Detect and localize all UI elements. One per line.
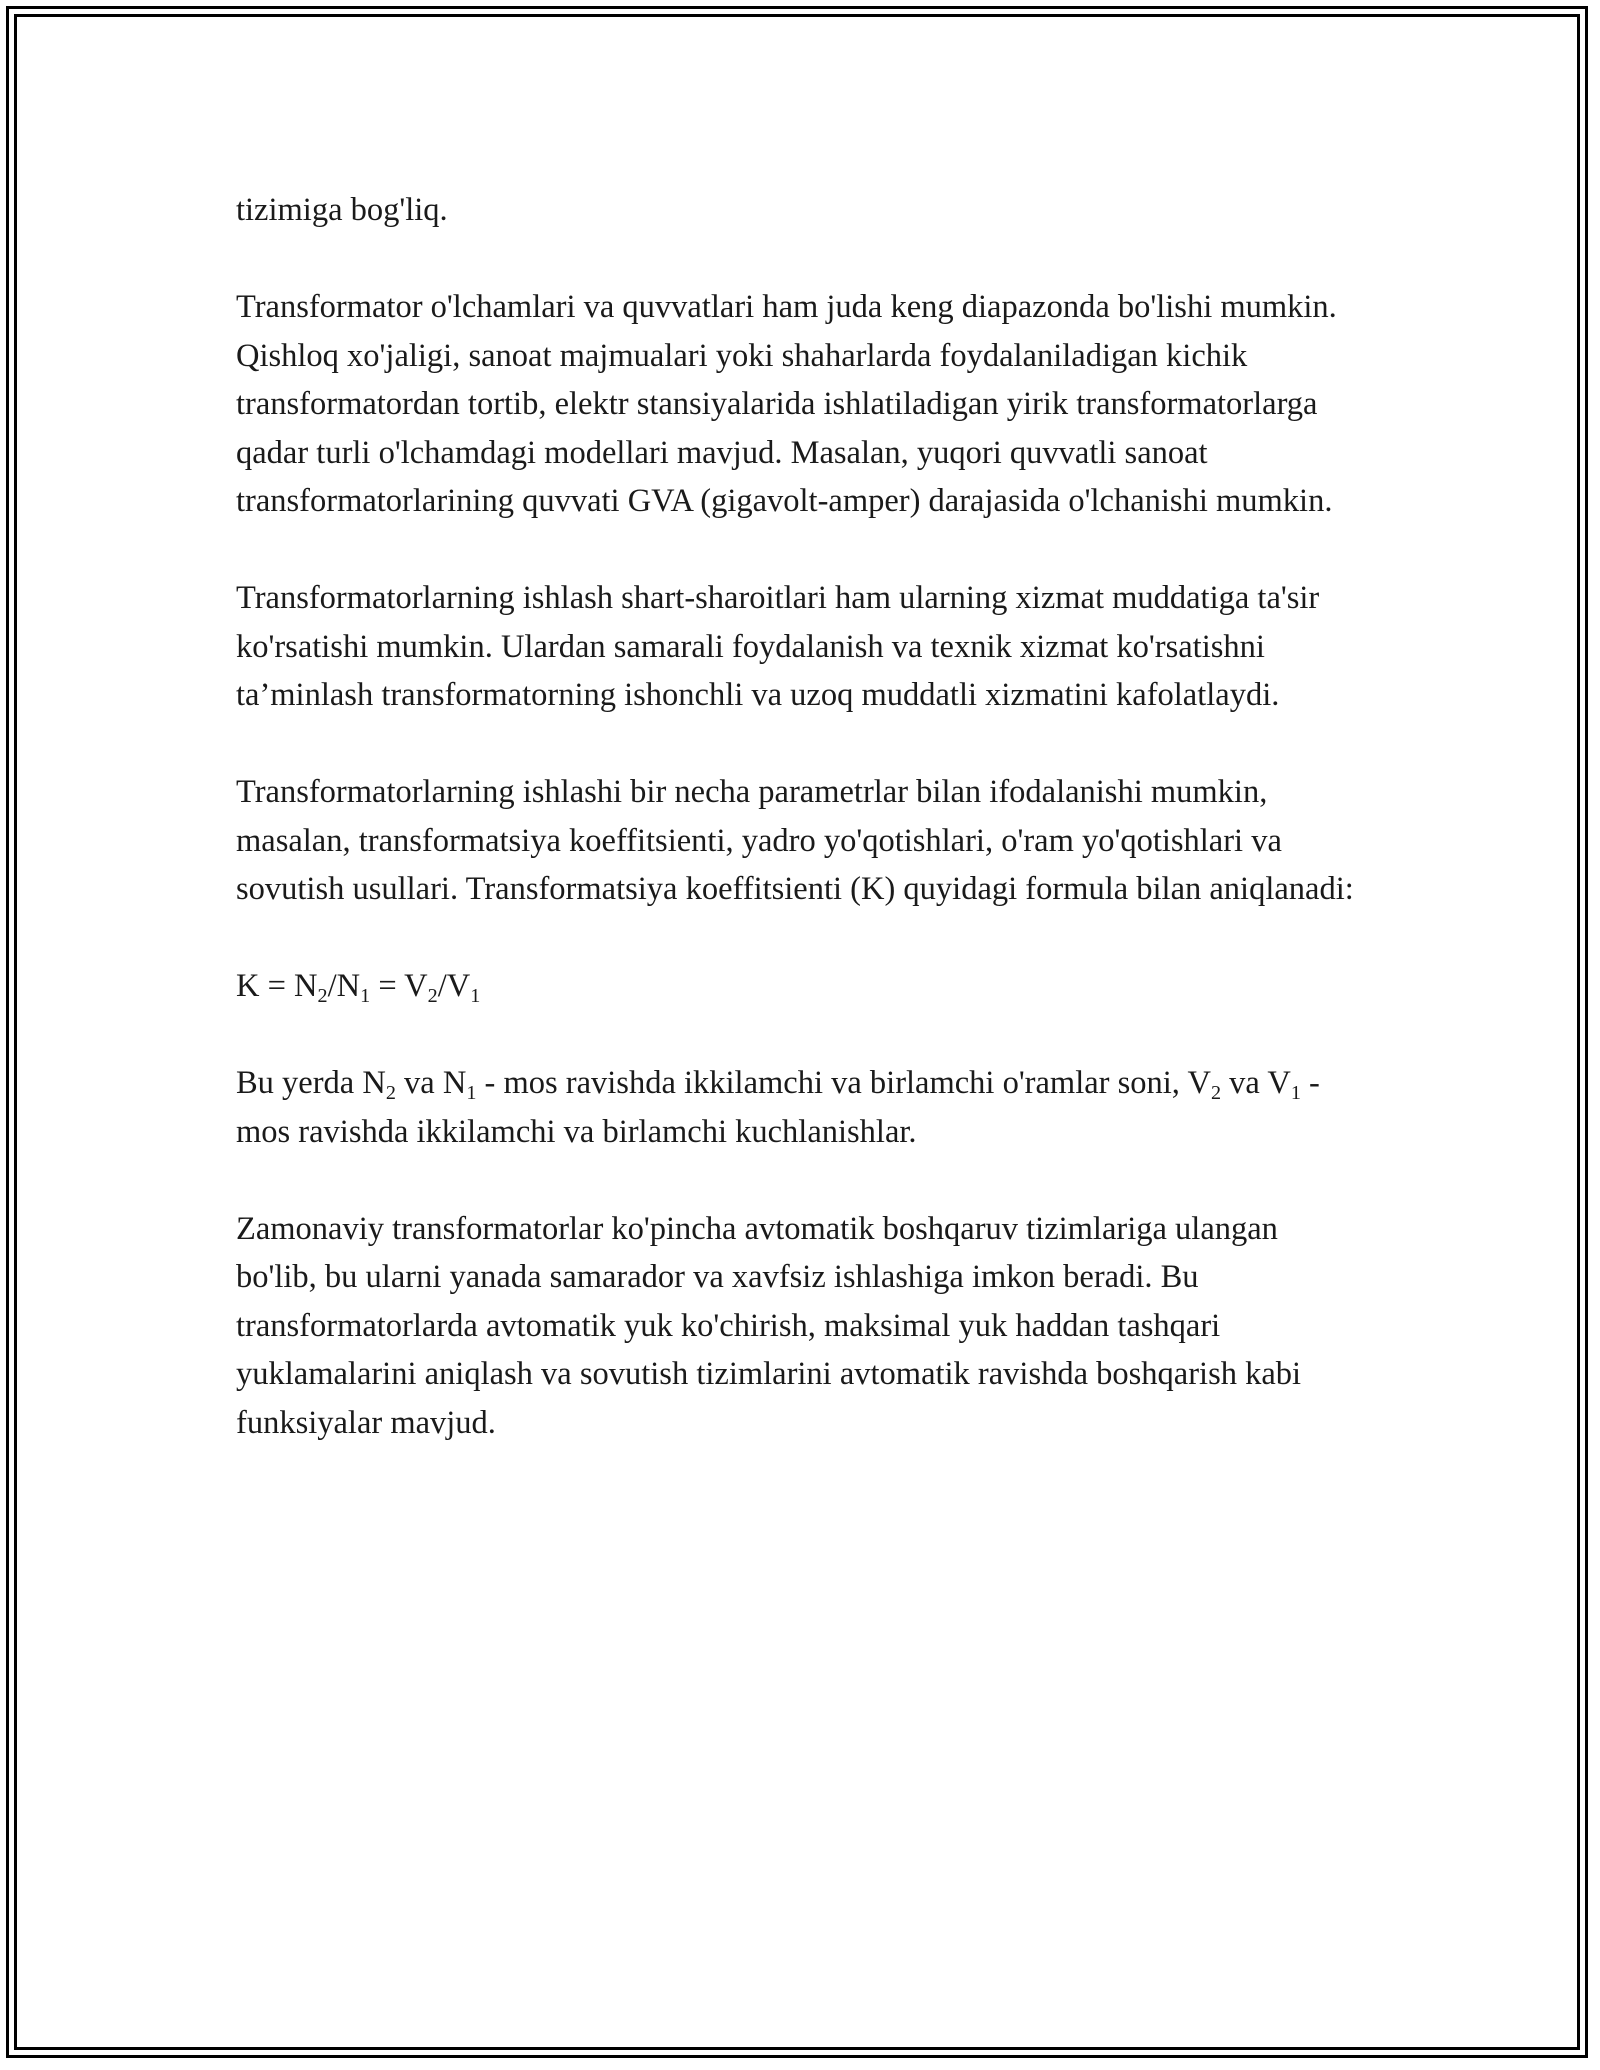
explanation-sub-2: 1 — [466, 1082, 477, 1105]
explanation-text-4: va V — [1221, 1065, 1291, 1101]
explanation-text-5: - mos ravishda ikkilamchi va birlamchi kuchlanishlar. — [236, 1065, 1320, 1150]
paragraph-transformer-sizes: Transformator o'lchamlari va quvvatlari ham juda keng diapazonda bo'lishi mumkin. Qishloq xo'jaligi, sanoat majmualari yoki shaharlarda foydalaniladigan kichik transformatordan tortib, elektr stansiyalarida ishlatiladigan yirik transformatorlarga qadar turli o'lchamdagi modellari mavjud. Masalan, yuqori quvvatli sanoat transformatorlarining quvvati GVA (gigavolt-amper) darajasida o'lchanishi mumkin. — [236, 289, 1337, 519]
paragraph-modern-transformers: Zamonaviy transformatorlar ko'pincha avtomatik boshqaruv tizimlariga ulangan bo'lib, bu ularni yanada samarador va xavfsiz ishlashiga imkon beradi. Bu transformatorlarda avtomatik yuk ko'chirish, maksimal yuk haddan tashqari yuklamalarini aniqlash va sovutish tizimlarini avtomatik ravishda boshqarish kabi funksiyalar mavjud. — [236, 1210, 1302, 1441]
formula-eq-v: = V — [370, 968, 428, 1004]
formula-k: K = N — [236, 968, 318, 1004]
paragraph-formula-explanation — [236, 1059, 1366, 1156]
explanation-sub-4: 1 — [1290, 1082, 1301, 1105]
explanation-text-2: va N — [395, 1065, 467, 1101]
formula-sub-n2: 2 — [317, 985, 328, 1008]
document-body — [236, 186, 1366, 1496]
formula-sub-v1: 1 — [470, 985, 481, 1008]
paragraph-continuation: tizimiga bog'liq. — [236, 192, 448, 228]
paragraph-parameters: Transformatorlarning ishlashi bir necha parametrlar bilan ifodalanishi mumkin, masalan, transformatsiya koeffitsienti, yadro yo'qotishlari, o'ram yo'qotishlari va sovutish usullari. Transformatsiya koeffitsienti (K) quyidagi formula bilan aniqlanadi: — [236, 774, 1354, 907]
formula-sub-v2: 2 — [427, 985, 438, 1008]
formula-sub-n1: 1 — [360, 985, 371, 1008]
explanation-text-3: - mos ravishda ikkilamchi va birlamchi o'ramlar soni, V — [476, 1065, 1211, 1101]
paragraph-operating-conditions: Transformatorlarning ishlash shart-sharoitlari ham ularning xizmat muddatiga ta'sir ko'rsatishi mumkin. Ulardan samarali foydalanish va texnik xizmat ko'rsatishni ta’minlash transformatorning ishonchli va uzoq muddatli xizmatini kafolatlaydi. — [236, 580, 1320, 713]
explanation-sub-3: 2 — [1210, 1082, 1222, 1105]
formula-slash-n: /N — [327, 968, 361, 1004]
formula-slash-v: /V — [437, 968, 471, 1004]
explanation-text-1: Bu yerda N — [236, 1065, 386, 1101]
explanation-sub-1: 2 — [385, 1082, 396, 1105]
formula-transformation-ratio — [236, 962, 1366, 1011]
